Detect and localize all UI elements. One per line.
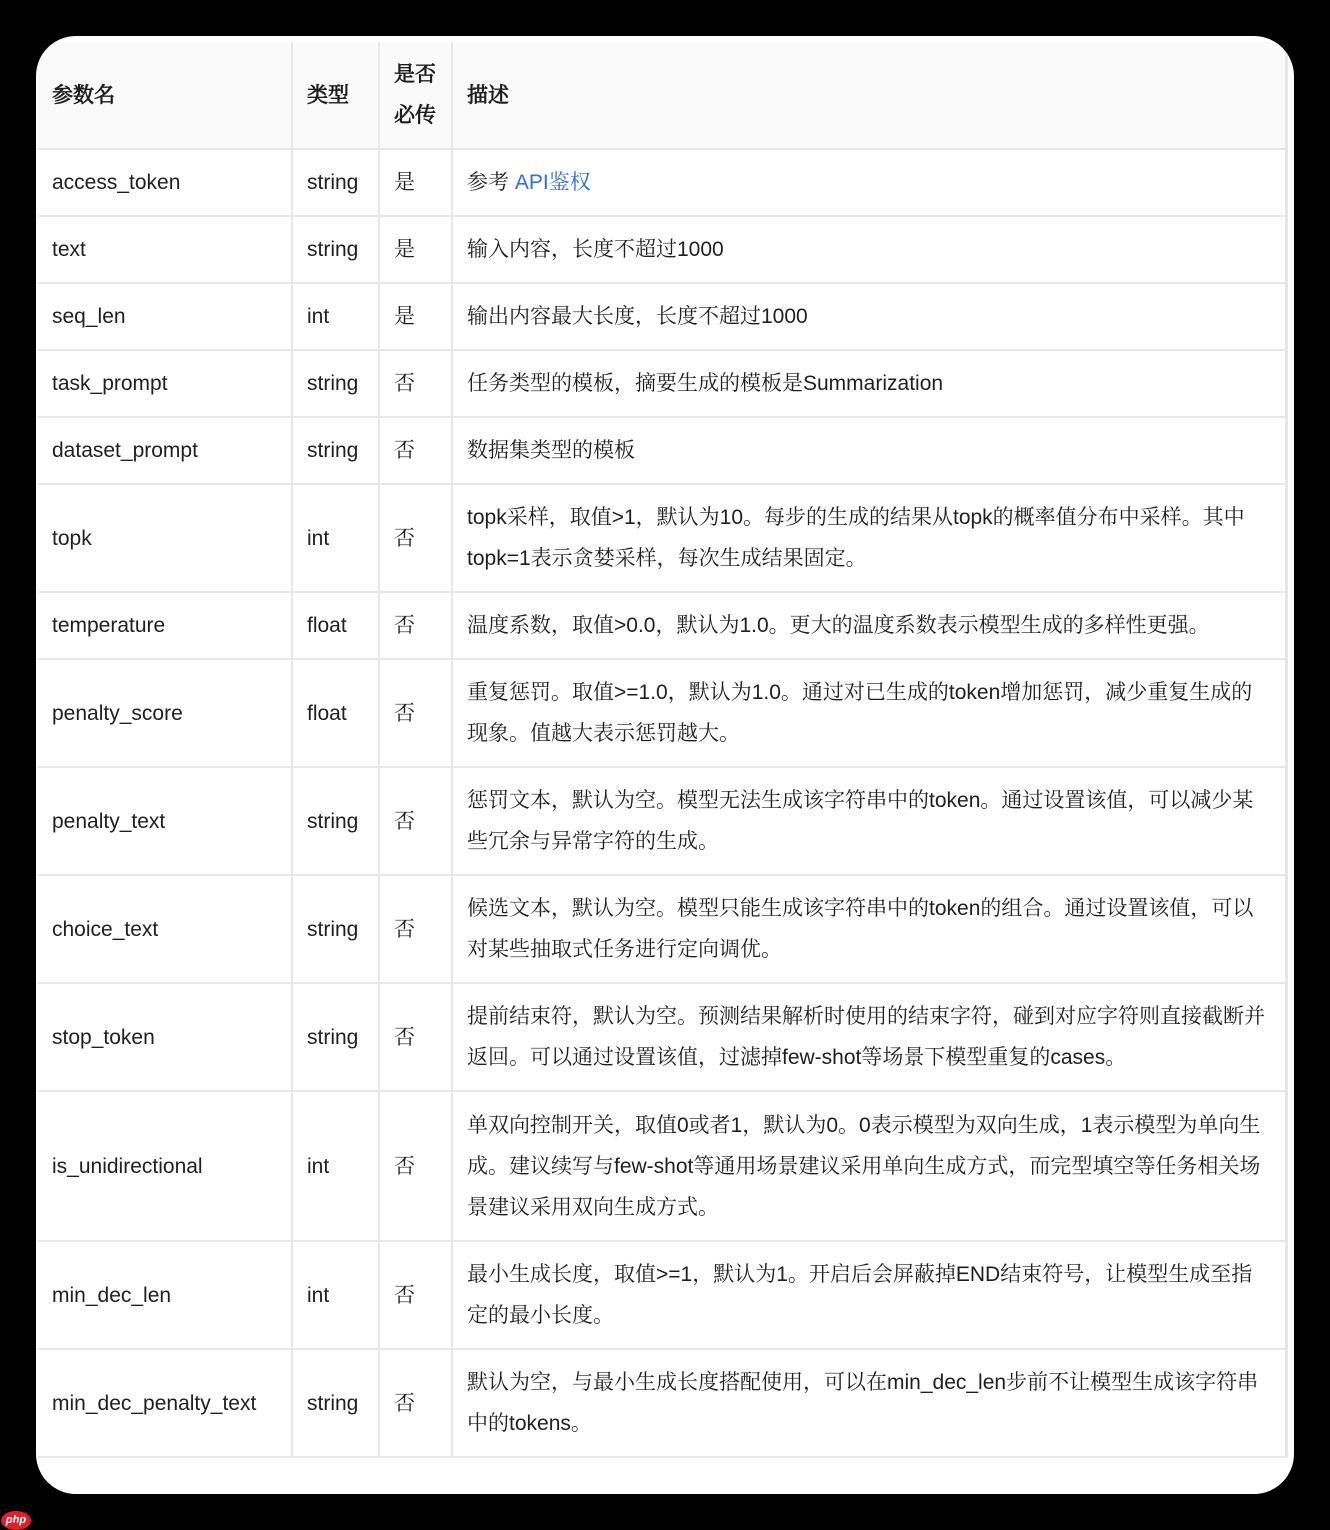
parameter-table-card xyxy=(36,36,1294,1494)
param-name: topk xyxy=(38,484,292,592)
param-name: min_dec_penalty_text xyxy=(38,1349,292,1457)
header-required xyxy=(379,42,452,149)
table-row xyxy=(38,875,1286,983)
table-row xyxy=(38,149,1286,216)
param-description: 重复惩罚。取值>=1.0，默认为1.0。通过对已生成的token增加惩罚，减少重复生成的现象。值越大表示惩罚越大。 xyxy=(452,659,1286,767)
php-watermark-logo: php xyxy=(1,1511,31,1530)
table-row xyxy=(38,350,1286,417)
param-type: string xyxy=(292,417,379,484)
table-row xyxy=(38,767,1286,875)
table-row xyxy=(38,283,1286,350)
param-type: string xyxy=(292,983,379,1091)
param-description: 默认为空，与最小生成长度搭配使用，可以在min_dec_len步前不让模型生成该字符串中的tokens。 xyxy=(452,1349,1286,1457)
header-description: 描述 xyxy=(452,42,1286,149)
param-description: 输入内容，长度不超过1000 xyxy=(452,216,1286,283)
param-required: 否 xyxy=(379,417,452,484)
param-name: access_token xyxy=(38,149,292,216)
api-auth-link[interactable]: API鉴权 xyxy=(514,171,591,194)
param-type: string xyxy=(292,350,379,417)
param-required: 否 xyxy=(379,1241,452,1349)
param-required: 否 xyxy=(379,484,452,592)
param-required: 否 xyxy=(379,1349,452,1457)
param-required: 否 xyxy=(379,350,452,417)
param-name: dataset_prompt xyxy=(38,417,292,484)
table-row xyxy=(38,1091,1286,1241)
param-type: int xyxy=(292,1091,379,1241)
param-description: 温度系数，取值>0.0，默认为1.0。更大的温度系数表示模型生成的多样性更强。 xyxy=(452,592,1286,659)
param-name: stop_token xyxy=(38,983,292,1091)
param-required: 否 xyxy=(379,592,452,659)
param-description: 候选文本，默认为空。模型只能生成该字符串中的token的组合。通过设置该值，可以对某些抽取式任务进行定向调优。 xyxy=(452,875,1286,983)
table-row xyxy=(38,417,1286,484)
param-description: 惩罚文本，默认为空。模型无法生成该字符串中的token。通过设置该值，可以减少某些冗余与异常字符的生成。 xyxy=(452,767,1286,875)
param-required: 是 xyxy=(379,216,452,283)
param-description: 数据集类型的模板 xyxy=(452,417,1286,484)
table-row xyxy=(38,1349,1286,1457)
param-required: 是 xyxy=(379,149,452,216)
param-name: min_dec_len xyxy=(38,1241,292,1349)
parameter-table xyxy=(38,42,1288,1458)
header-type: 类型 xyxy=(292,42,379,149)
param-description: 单双向控制开关，取值0或者1，默认为0。0表示模型为双向生成，1表示模型为单向生成。建议续写与few-shot等通用场景建议采用单向生成方式，而完型填空等任务相关场景建议采用双向生成方式。 xyxy=(452,1091,1286,1241)
param-required: 否 xyxy=(379,875,452,983)
description-prefix: 参考 xyxy=(467,171,515,194)
param-required: 是 xyxy=(379,283,452,350)
header-param-name: 参数名 xyxy=(38,42,292,149)
param-type: string xyxy=(292,767,379,875)
table-header-row xyxy=(38,42,1286,149)
param-type: int xyxy=(292,283,379,350)
table-row xyxy=(38,484,1286,592)
param-required: 否 xyxy=(379,767,452,875)
table-row xyxy=(38,1241,1286,1349)
param-description: 最小生成长度，取值>=1，默认为1。开启后会屏蔽掉END结束符号，让模型生成至指定的最小长度。 xyxy=(452,1241,1286,1349)
header-required-line1: 是否 xyxy=(394,63,436,86)
param-name: penalty_score xyxy=(38,659,292,767)
param-type: float xyxy=(292,592,379,659)
param-name: text xyxy=(38,216,292,283)
param-name: penalty_text xyxy=(38,767,292,875)
param-description: topk采样，取值>1，默认为10。每步的生成的结果从topk的概率值分布中采样。其中topk=1表示贪婪采样，每次生成结果固定。 xyxy=(452,484,1286,592)
param-description: 任务类型的模板，摘要生成的模板是Summarization xyxy=(452,350,1286,417)
table-row xyxy=(38,592,1286,659)
param-type: string xyxy=(292,1349,379,1457)
param-name: temperature xyxy=(38,592,292,659)
table-row xyxy=(38,983,1286,1091)
param-description: 输出内容最大长度，长度不超过1000 xyxy=(452,283,1286,350)
param-description xyxy=(452,149,1286,216)
param-name: choice_text xyxy=(38,875,292,983)
param-required: 否 xyxy=(379,983,452,1091)
param-required: 否 xyxy=(379,1091,452,1241)
header-required-line2: 必传 xyxy=(394,104,436,127)
table-row xyxy=(38,216,1286,283)
param-type: int xyxy=(292,484,379,592)
param-name: is_unidirectional xyxy=(38,1091,292,1241)
param-required: 否 xyxy=(379,659,452,767)
param-name: seq_len xyxy=(38,283,292,350)
param-type: string xyxy=(292,875,379,983)
param-name: task_prompt xyxy=(38,350,292,417)
param-type: string xyxy=(292,216,379,283)
table-row xyxy=(38,659,1286,767)
param-type: float xyxy=(292,659,379,767)
param-type: string xyxy=(292,149,379,216)
param-type: int xyxy=(292,1241,379,1349)
param-description: 提前结束符，默认为空。预测结果解析时使用的结束字符，碰到对应字符则直接截断并返回。可以通过设置该值，过滤掉few-shot等场景下模型重复的cases。 xyxy=(452,983,1286,1091)
